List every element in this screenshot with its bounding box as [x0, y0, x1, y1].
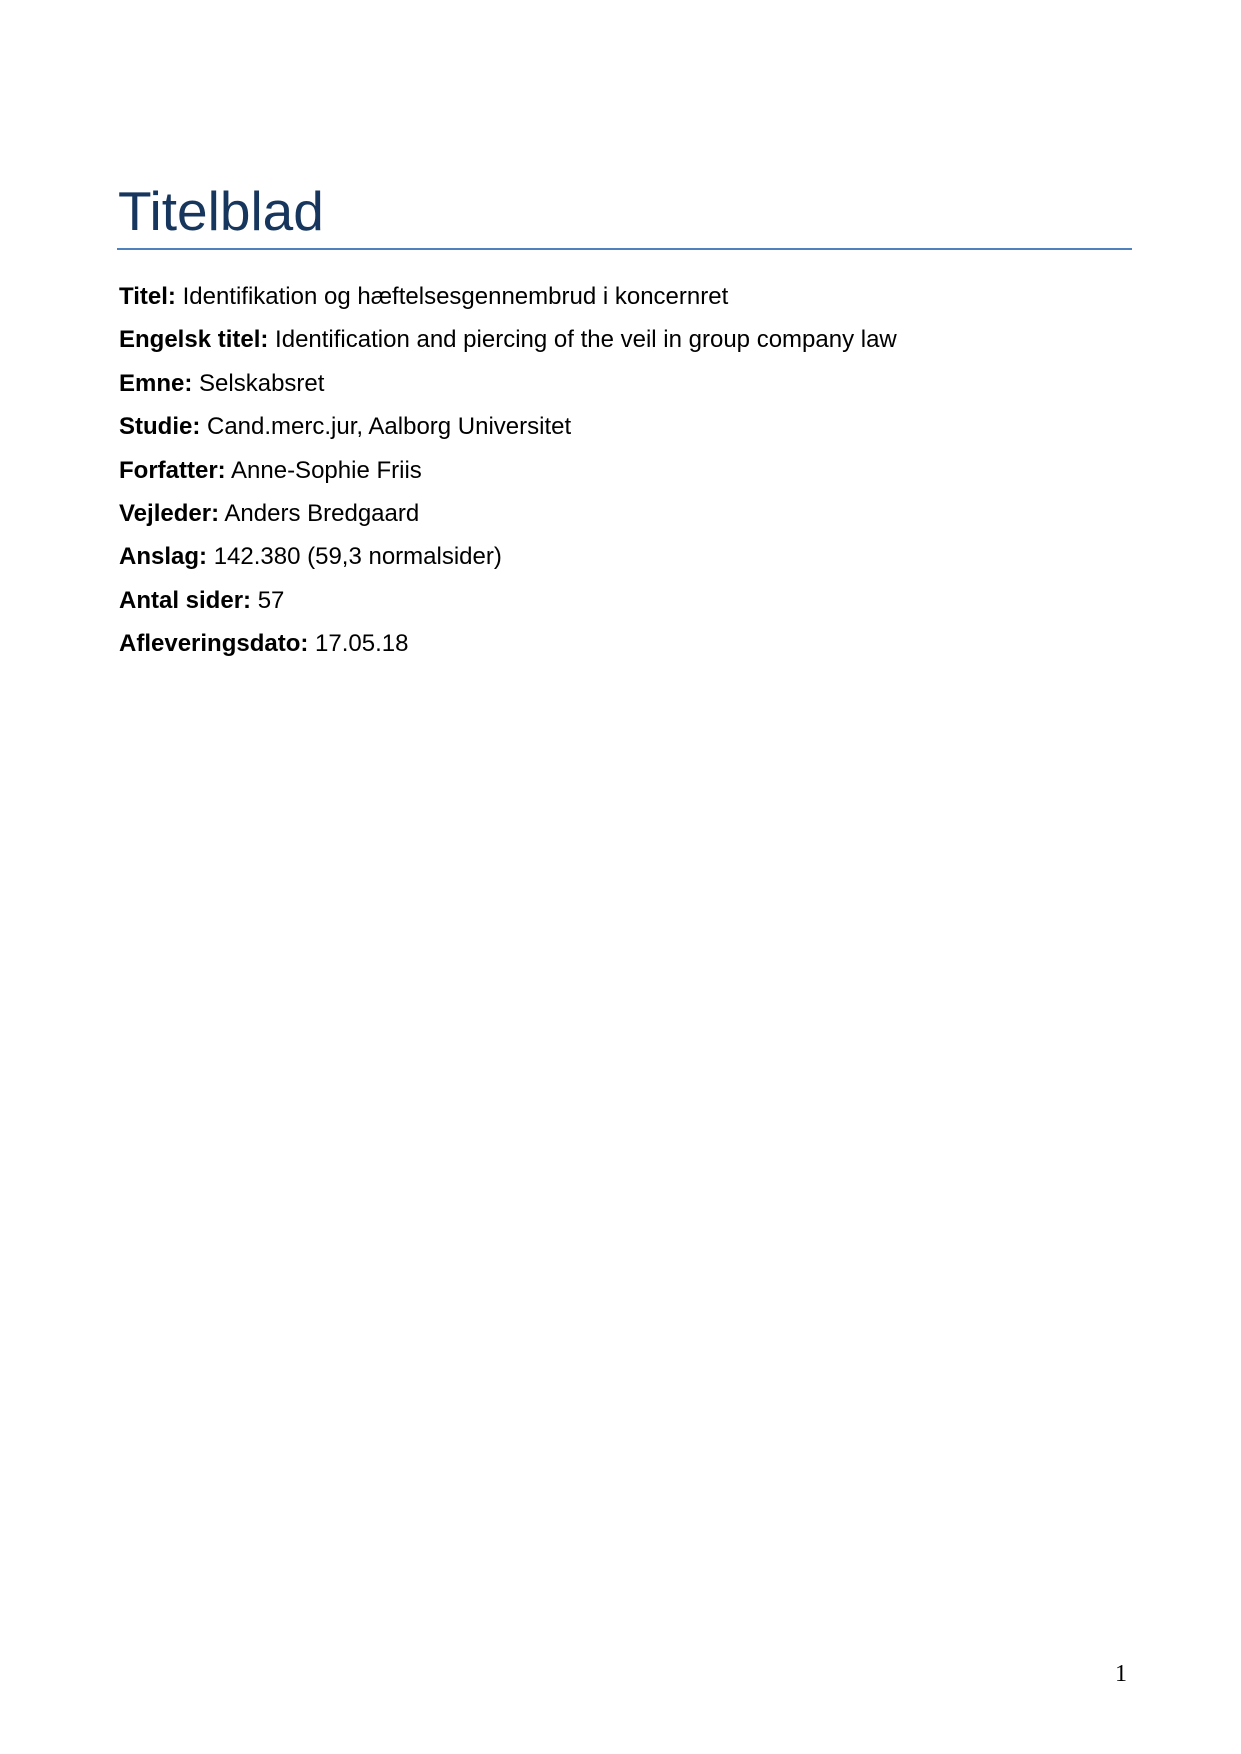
- field-label: Titel:: [119, 283, 176, 310]
- heading-underline: [117, 248, 1132, 250]
- field-value: Cand.merc.jur, Aalborg Universitet: [207, 413, 572, 441]
- field-label: Antal sider:: [119, 586, 252, 614]
- field-label: Anslag:: [119, 543, 208, 571]
- field-value: Anders Bredgaard: [224, 499, 420, 527]
- field-character-count: [119, 540, 1119, 583]
- field-label: Emne:: [119, 369, 193, 397]
- page-number: 1: [1115, 1661, 1127, 1687]
- field-value: Selskabsret: [199, 369, 325, 397]
- field-label: Engelsk titel:: [119, 326, 269, 354]
- field-study: [119, 410, 1119, 453]
- field-value: 17.05.18: [315, 630, 409, 658]
- field-english-title: [119, 323, 1119, 366]
- field-label: Vejleder:: [119, 499, 220, 527]
- field-author: [119, 454, 1119, 497]
- field-value: 142.380 (59,3 normalsider): [213, 543, 502, 571]
- field-subject: [119, 367, 1119, 410]
- page-title: Titelblad: [118, 180, 324, 242]
- field-title: [119, 280, 1119, 323]
- field-submission-date: [119, 627, 1119, 670]
- field-label: Studie:: [119, 413, 201, 441]
- field-value: 57: [257, 586, 285, 614]
- field-value: Identifikation og hæftelsesgennembrud i koncernret: [182, 283, 729, 310]
- field-label: Afleveringsdato:: [119, 630, 309, 658]
- field-supervisor: [119, 497, 1119, 540]
- field-value: Identification and piercing of the veil in group company law: [275, 326, 897, 354]
- field-label: Forfatter:: [119, 456, 226, 484]
- field-page-count: [119, 584, 1119, 627]
- field-value: Anne-Sophie Friis: [231, 456, 422, 484]
- title-page-fields: [119, 280, 1119, 671]
